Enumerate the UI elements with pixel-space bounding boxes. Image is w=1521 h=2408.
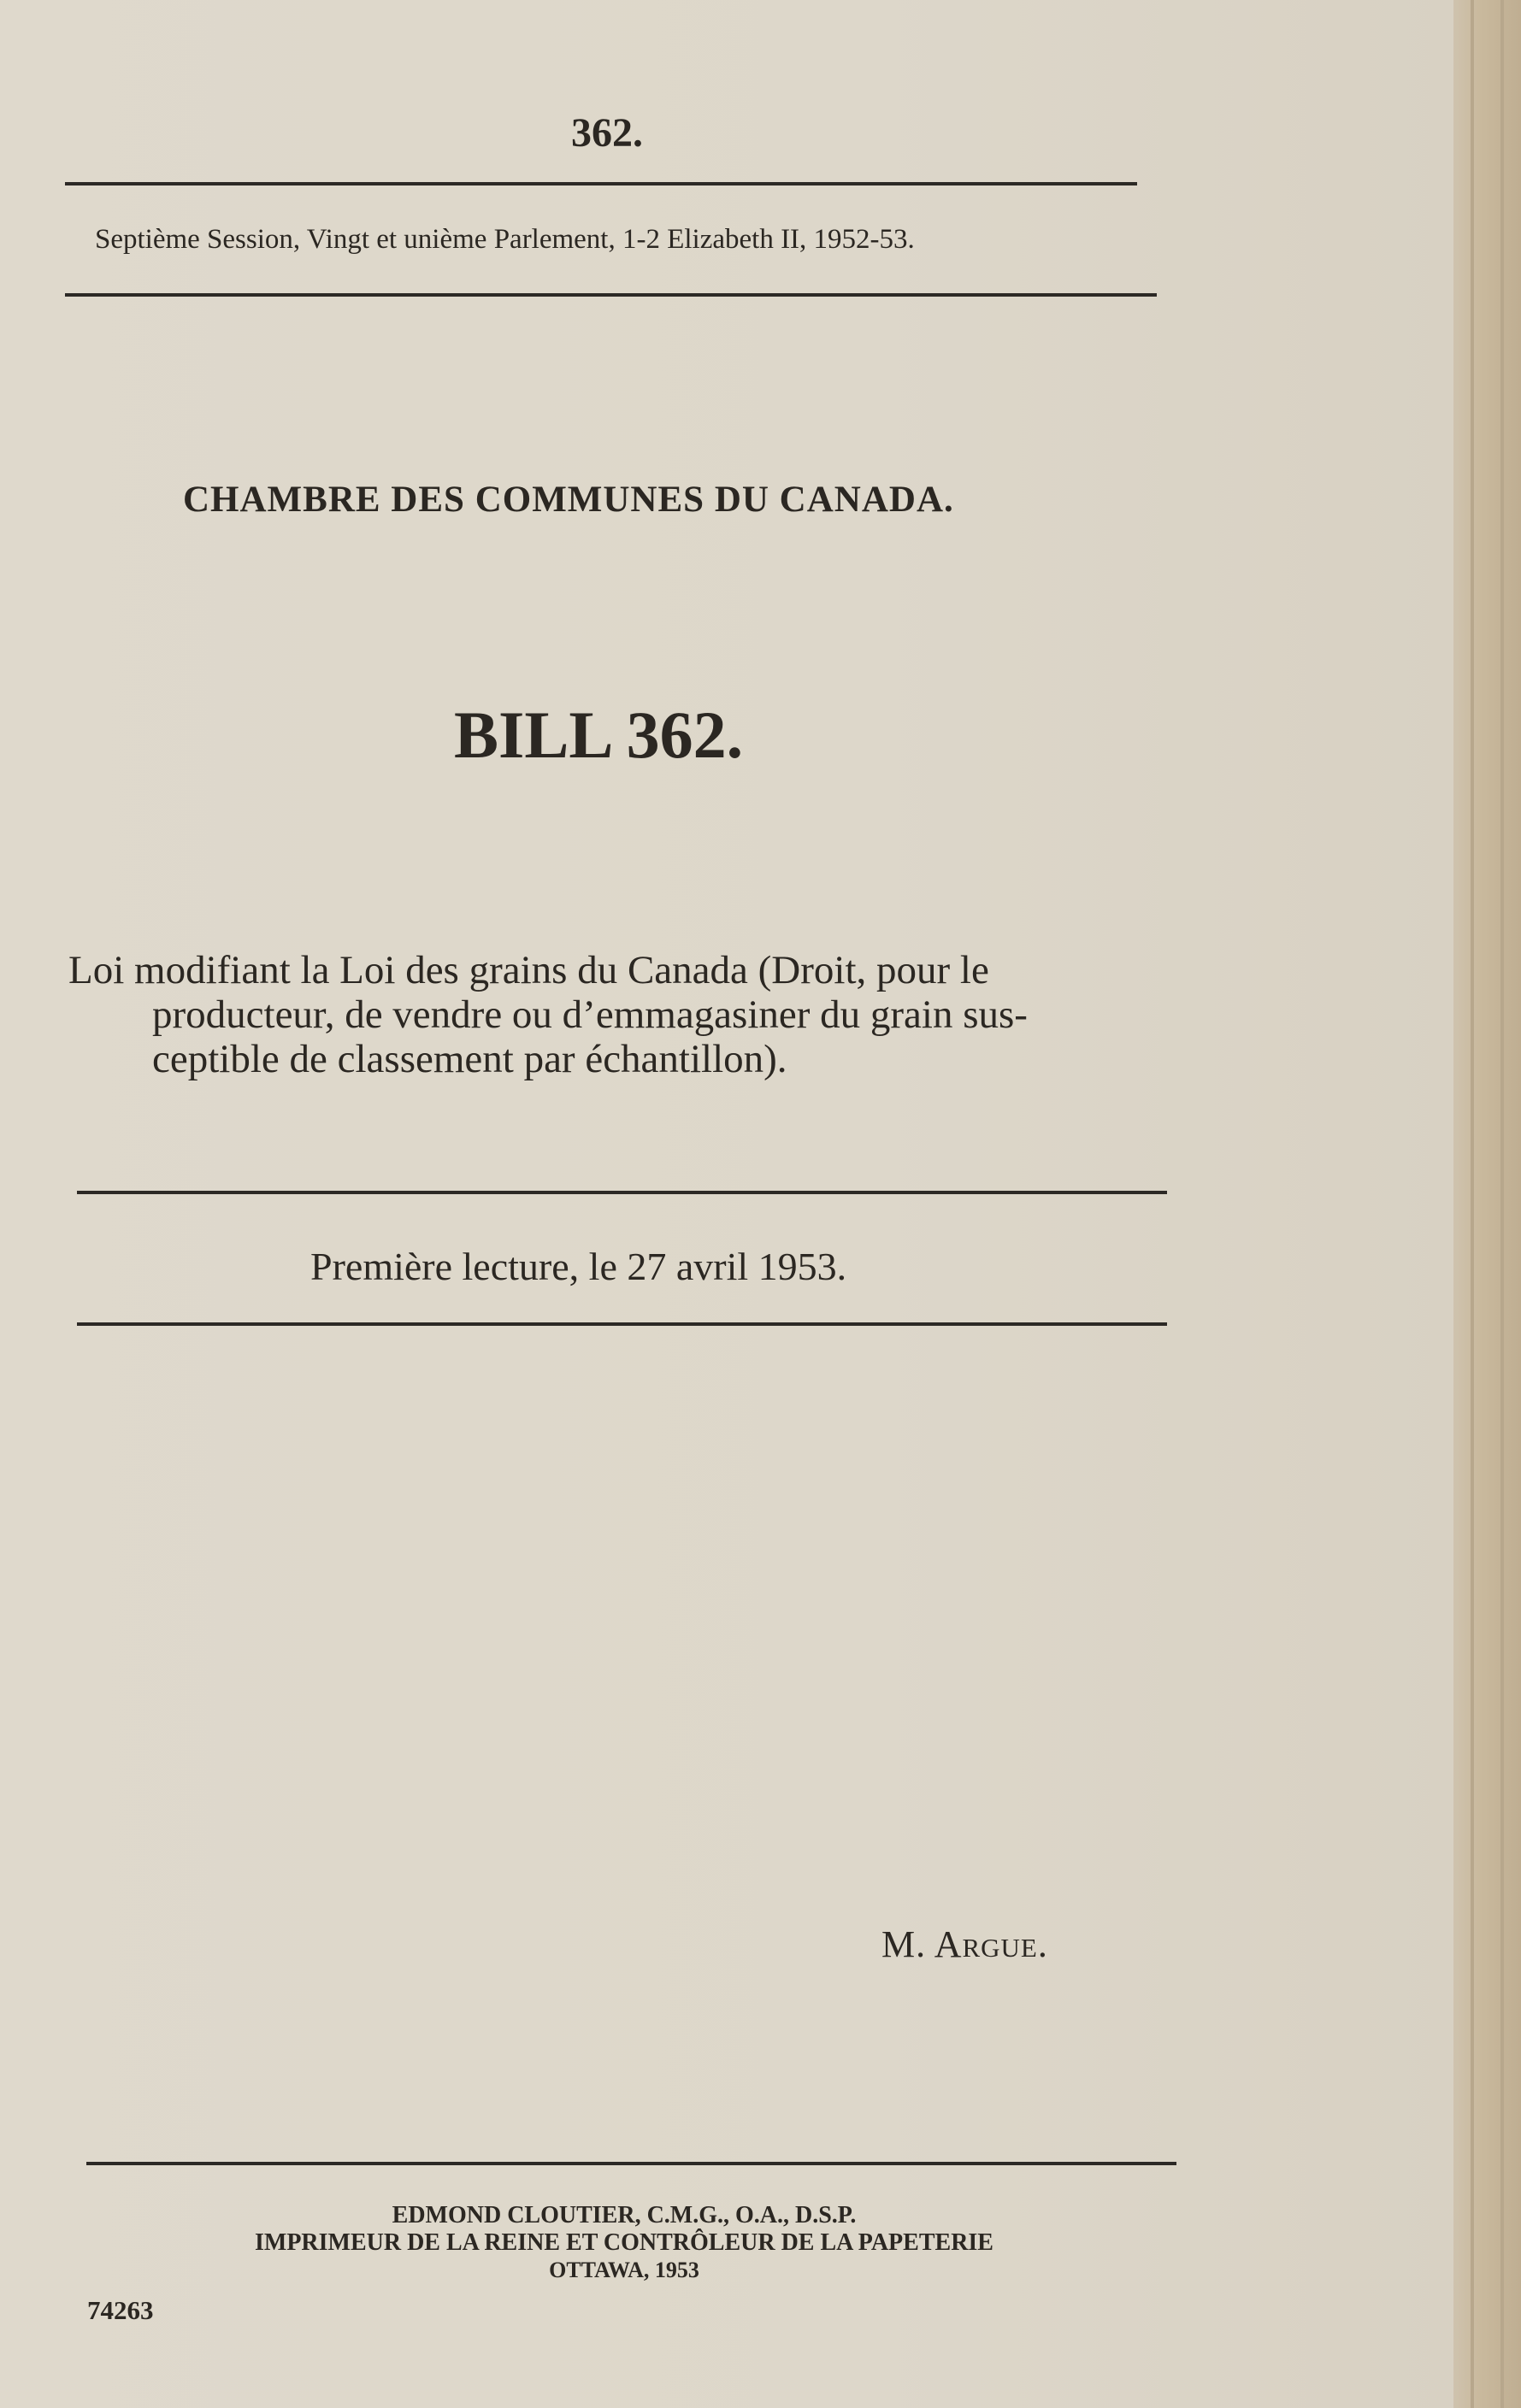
reading-bottom-rule — [77, 1322, 1167, 1326]
reading-line: Première lecture, le 27 avril 1953. — [310, 1245, 847, 1288]
printer-city: OTTAWA, 1953 — [549, 2258, 699, 2282]
page-number: 362. — [571, 110, 643, 156]
printer-name: EDMOND CLOUTIER, C.M.G., O.A., D.S.P. — [392, 2202, 857, 2228]
bill-title: BILL 362. — [454, 698, 744, 772]
footer-rule — [86, 2162, 1176, 2165]
edge-line — [1471, 0, 1474, 2408]
description-line-1: Loi modifiant la Loi des grains du Canada (Droit, pour le — [68, 948, 989, 992]
session-rule — [65, 293, 1157, 297]
top-rule — [65, 182, 1137, 185]
sponsor-name: M. Argue. — [881, 1923, 1048, 1965]
description-line-2: producteur, de vendre ou d’emmagasiner du grain sus- — [152, 992, 1028, 1037]
reading-top-rule — [77, 1191, 1167, 1194]
printer-title: IMPRIMEUR DE LA REINE ET CONTRÔLEUR DE LA PAPETERIE — [255, 2229, 993, 2256]
page-edge — [1453, 0, 1521, 2408]
session-line: Septième Session, Vingt et unième Parlement, 1-2 Elizabeth II, 1952-53. — [95, 224, 915, 255]
house-heading: CHAMBRE DES COMMUNES DU CANADA. — [183, 480, 954, 520]
description-line-3: ceptible de classement par échantillon). — [152, 1037, 787, 1081]
job-number: 74263 — [87, 2295, 154, 2325]
edge-line — [1500, 0, 1504, 2408]
